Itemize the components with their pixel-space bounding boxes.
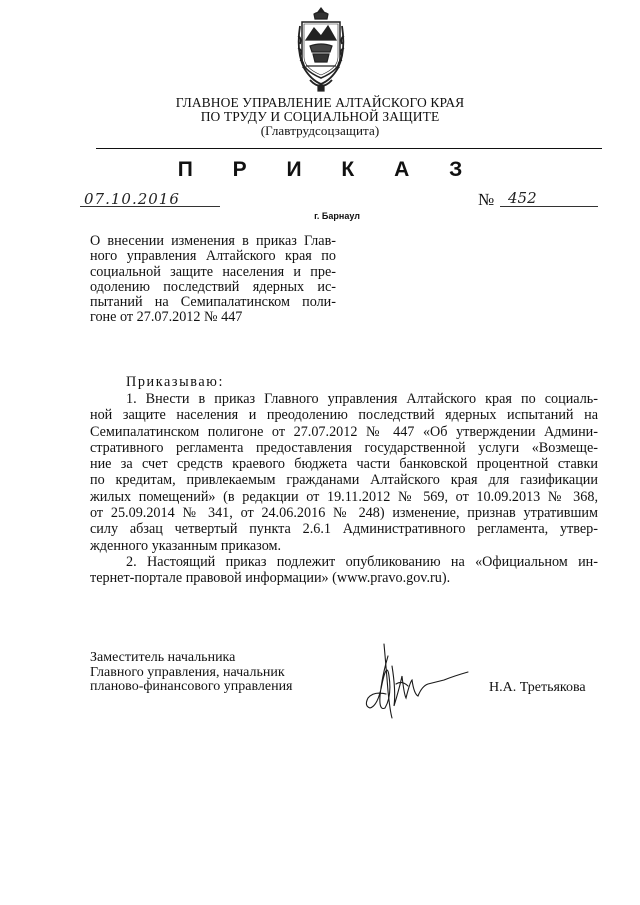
signatory-position: [90, 651, 293, 695]
body-line: ной защите населения и преодолению последствий ядерных испытаний на: [90, 407, 598, 424]
number-underline: [500, 206, 598, 207]
organization-name-line-2: ПО ТРУДУ И СОЦИАЛЬНОЙ ЗАЩИТЕ: [200, 109, 440, 124]
organization-name-line-1: ГЛАВНОЕ УПРАВЛЕНИЕ АЛТАЙСКОГО КРАЯ: [175, 95, 465, 110]
position-line: Заместитель начальника: [90, 650, 236, 665]
date-underline: [80, 206, 220, 207]
body-line: Семипалатинском полигоне от 27.07.2012 № 447 «Об утверждении Админи-: [90, 423, 598, 440]
document-subject: [90, 234, 336, 326]
body-line: силу абзац четвертый пункта 2.6.1 Административного регламента, утвер-: [90, 521, 598, 538]
body-line: 1. Внести в приказ Главного управления Алтайского края по социаль-: [126, 391, 598, 407]
number-label: №: [478, 190, 495, 209]
document-number: 452: [508, 189, 537, 207]
body-line: по кредитам, привлекаемым гражданами Алтайского края для газификации: [90, 472, 598, 489]
body-line: 2. Настоящий приказ подлежит опубликованию на «Официальном ин-: [126, 553, 598, 570]
handwritten-signature: [358, 636, 488, 726]
city: г. Барнаул: [314, 211, 360, 221]
coat-of-arms-emblem: [296, 6, 346, 94]
body-line: стративного регламента предоставления государственной услуги «Возмеще-: [90, 439, 598, 456]
signatory-name: Н.А. Третьякова: [489, 680, 586, 695]
body-line: от 25.09.2014 № 341, от 24.06.2016 № 248) изменение, признав утратившим: [90, 505, 598, 522]
subject-line: пытаний на Семипалатинском поли-: [90, 294, 336, 311]
position-line: планово-финансового управления: [90, 679, 293, 694]
subject-line: гоне от 27.07.2012 № 447: [90, 309, 243, 326]
document-body: [90, 391, 598, 587]
document-title: П Р И К А З: [177, 158, 480, 181]
body-line: ние за счет средств краевого бюджета части банковской процентной ставки: [90, 456, 598, 473]
order-word: Приказываю:: [126, 374, 224, 390]
header-divider: [96, 148, 602, 149]
subject-line: социальной защите населения и пре-: [90, 263, 336, 280]
position-line: Главного управления, начальник: [90, 664, 285, 680]
subject-line: О внесении изменения в приказ Глав-: [90, 233, 336, 249]
body-line: тернет-портале правовой информации» (www.pravo.gov.ru).: [90, 570, 451, 587]
subject-line: ного управления Алтайского края по: [90, 248, 336, 265]
organization-short-name: (Главтрудсоцзащита): [260, 123, 380, 138]
document-date: 07.10.2016: [84, 190, 180, 208]
body-line: жденного указанным приказом.: [90, 537, 282, 554]
body-line: жилых помещений» (в редакции от 19.11.2012 № 569, от 10.09.2013 № 368,: [90, 488, 598, 505]
subject-line: одолению последствий ядерных ис-: [90, 278, 336, 295]
